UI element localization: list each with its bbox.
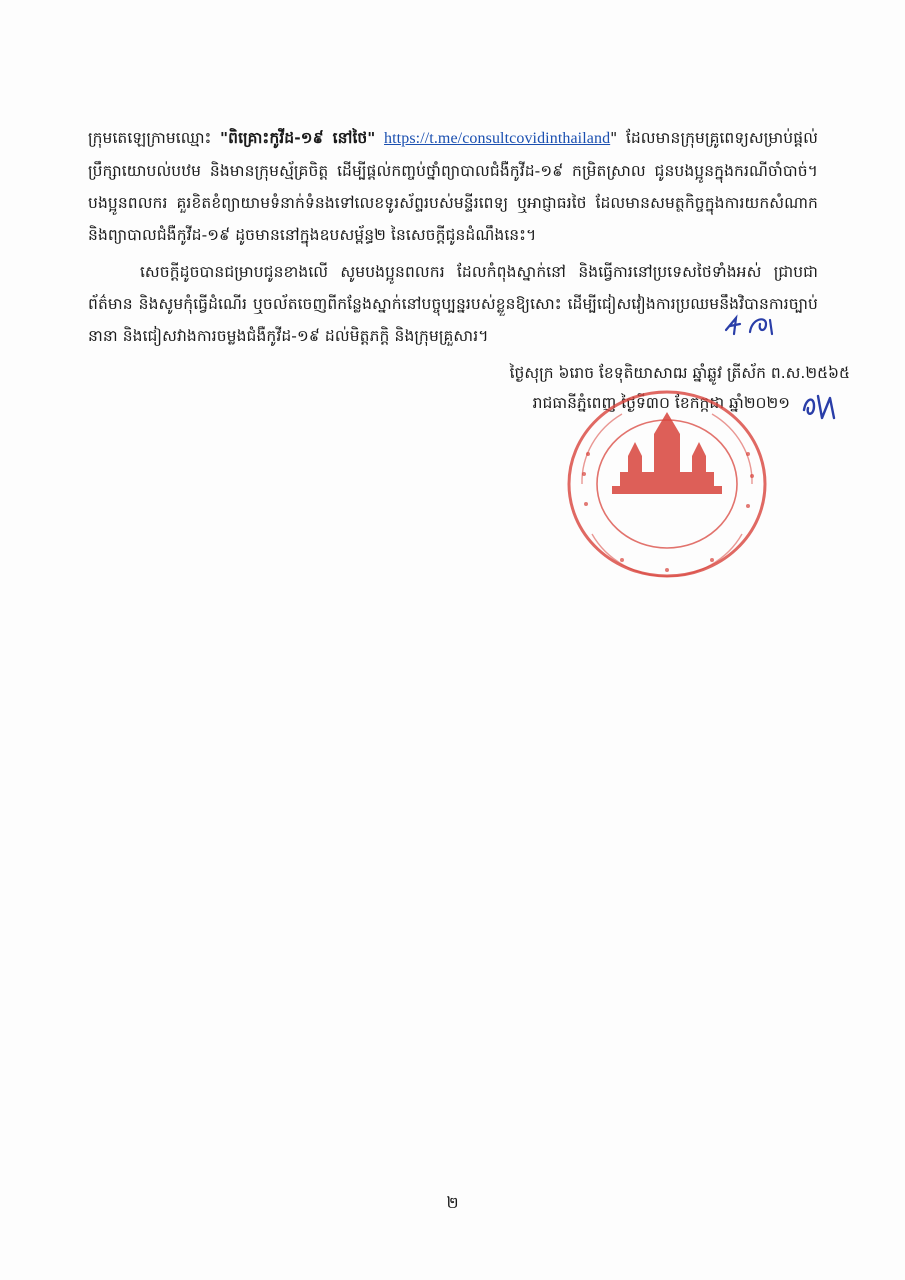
body-paragraph-1: [88, 122, 818, 251]
telegram-group-name: "ពិគ្រោះកូវីដ-១៩ នៅថៃ": [220, 128, 376, 147]
telegram-link[interactable]: https://t.me/consultcovidinthailand: [384, 129, 611, 147]
paragraph1-intro: ក្រុមតេឡេក្រាមឈ្មោះ: [88, 128, 220, 147]
solar-date-place: រាជធានីភ្នំពេញ ថ្ងៃទី៣០ ខែកក្កដា ឆ្នាំ២០២១: [532, 394, 790, 412]
page-number: ២: [446, 1193, 459, 1212]
official-seal-stamp: [562, 384, 772, 584]
lunar-date: ថ្ងៃសុក្រ ៦រោច ខែទុតិយាសាឍ ឆ្នាំឆ្លូវ ត្រីស័ក ព.ស.២៥៦៥: [509, 364, 850, 382]
handwritten-signature: [800, 388, 850, 424]
handwritten-initial-mark: [722, 310, 792, 340]
paragraph1-body: " ដែលមានក្រុមគ្រូពេទ្យសម្រាប់ផ្តល់ប្រឹក្សាយោបល់បឋម និងមានក្រុមស្ម័គ្រចិត្ត ដើម្បីផ្តល់កញ្ចប់ថ្នាំព្យាបាលជំងឺកូវីដ-១៩ កម្រិតស្រាល ជូនបងប្អូនក្នុងករណីចាំបាច់។ បងប្អូនពលករ គួរខិតខំព្យាយាមទំនាក់ទំនងទៅលេខទូរស័ព្ទរបស់មន្ទីរពេទ្យ ឬអាជ្ញាធរថៃ ដែលមានសមត្ថកិច្ចក្នុងការយកសំណាក និងព្យាបាលជំងឺកូវីដ-១៩ ដូចមាននៅក្នុងឧបសម្ព័ន្ធ២ នៃសេចក្តីជូនដំណឹងនេះ។: [88, 128, 818, 244]
body-paragraph-2: សេចក្តីដូចបានជម្រាបជូនខាងលើ សូមបងប្អូនពលករ ដែលកំពុងស្នាក់នៅ និងធ្វើការនៅប្រទេសថៃទាំងអស់ ជ្រាបជាព័ត៌មាន និងសូមកុំធ្វើដំណើរ ឬចល័តចេញពីកន្លែងស្នាក់នៅបច្ចុប្បន្នរបស់ខ្លួនឱ្យសោះ ដើម្បីជៀសវៀងការប្រឈមនឹងវិបានការច្បាប់នានា និងជៀសវាងការចម្លងជំងឺកូវីដ-១៩ ដល់មិត្តភក្តិ និងក្រុមគ្រួសារ។: [88, 262, 818, 345]
